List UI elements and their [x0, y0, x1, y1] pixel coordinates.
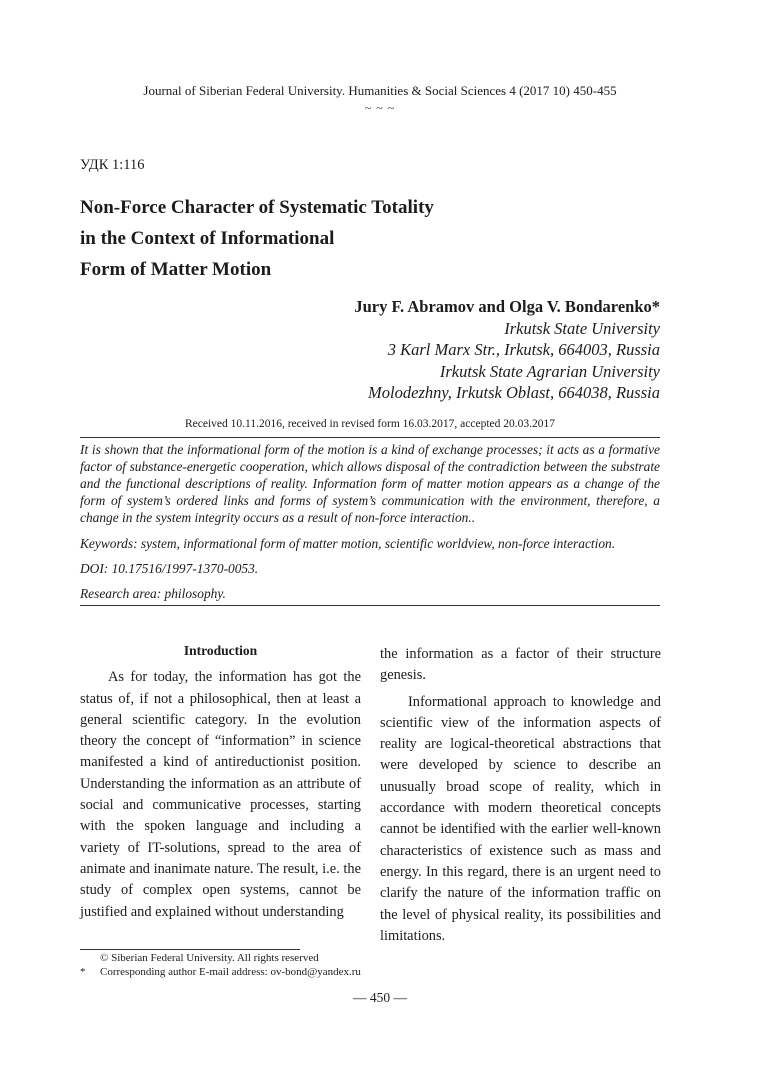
header-ornament: ~ ~ ~: [364, 101, 396, 115]
affiliation-line: Irkutsk State University: [504, 318, 660, 338]
left-column: [80, 640, 361, 923]
paragraph: As for today, the information has got the status of, if not a philosophical, then at least a general scientific category. In the evolution theory the concept of “information” in science manifested a kind of antireductionist position. Understanding the information as an attribute of social and communicative processes, starting with the spoken language and including a variety of IT-solutions, spread to the area of animate and inanimate nature. The result, i.e. the study of complex open systems, cannot be justified and explained without understanding: [80, 669, 361, 920]
affiliation-line: Irkutsk State Agrarian University: [439, 361, 660, 381]
corresponding-author-footnote: Corresponding author E-mail address: ov-bond@yandex.ru: [100, 966, 361, 978]
udk-code: УДК 1:116: [80, 157, 145, 173]
copyright-footnote: © Siberian Federal University. All rights reserved: [100, 952, 319, 964]
doi: DOI: 10.17516/1997-1370-0053.: [80, 561, 259, 576]
paragraph-continuation: the information as a factor of their structure genesis.: [380, 646, 661, 684]
footnote-rule: [80, 949, 300, 950]
affiliation-line: Molodezhny, Irkutsk Oblast, 664038, Russia: [368, 383, 660, 402]
received-dates: Received 10.11.2016, received in revised form 16.03.2017, accepted 20.03.2017: [184, 418, 556, 430]
keywords: Keywords: system, informational form of matter motion, scientific worldview, non-force interaction.: [80, 536, 616, 551]
affiliation-line: 3 Karl Marx Str., Irkutsk, 664003, Russia: [387, 340, 660, 359]
paragraph: Informational approach to knowledge and scientific view of the information aspects of reality are logical-theoretical abstractions that were developed by science to describe an unusually broad scope of reality, which in accordance with modern theoretical concepts cannot be identified with the earlier well-known characteristics of existence such as mass and energy. In this regard, there is an urgent need to clarify the nature of the information traffic on the level of physical reality, its possibilities and limitations.: [380, 693, 661, 944]
title-line: Non-Force Character of Systematic Totality: [80, 197, 434, 218]
title-line: Form of Matter Motion: [80, 259, 272, 280]
footnote-asterisk: *: [80, 966, 86, 978]
page-number: — 450 —: [353, 990, 407, 1005]
article-title: [80, 192, 500, 285]
right-column: [380, 644, 661, 947]
author-names: Jury F. Abramov and Olga V. Bondarenko*: [354, 297, 660, 316]
title-line: in the Context of Informational: [80, 228, 335, 249]
abstract-top-rule: [80, 437, 660, 438]
research-area: Research area: philosophy.: [80, 586, 226, 601]
abstract-text: It is shown that the informational form of the motion is a kind of exchange processes; it acts as a formative factor of substance-energetic cooperation, which allows disposal of the contradiction between the substrate and the functional descriptions of reality. Information form of matter motion appears as a change of the form of system’s ordered links and forms of system’s communication with the environment, therefore, a change in the system integrity occurs as a result of non-force interaction..: [80, 442, 660, 525]
section-heading-introduction: Introduction: [183, 643, 258, 658]
journal-header: Journal of Siberian Federal University. Humanities & Social Sciences 4 (2017 10) 450-455: [143, 83, 617, 98]
abstract-bottom-rule: [80, 605, 660, 606]
authors-block: [354, 296, 660, 404]
